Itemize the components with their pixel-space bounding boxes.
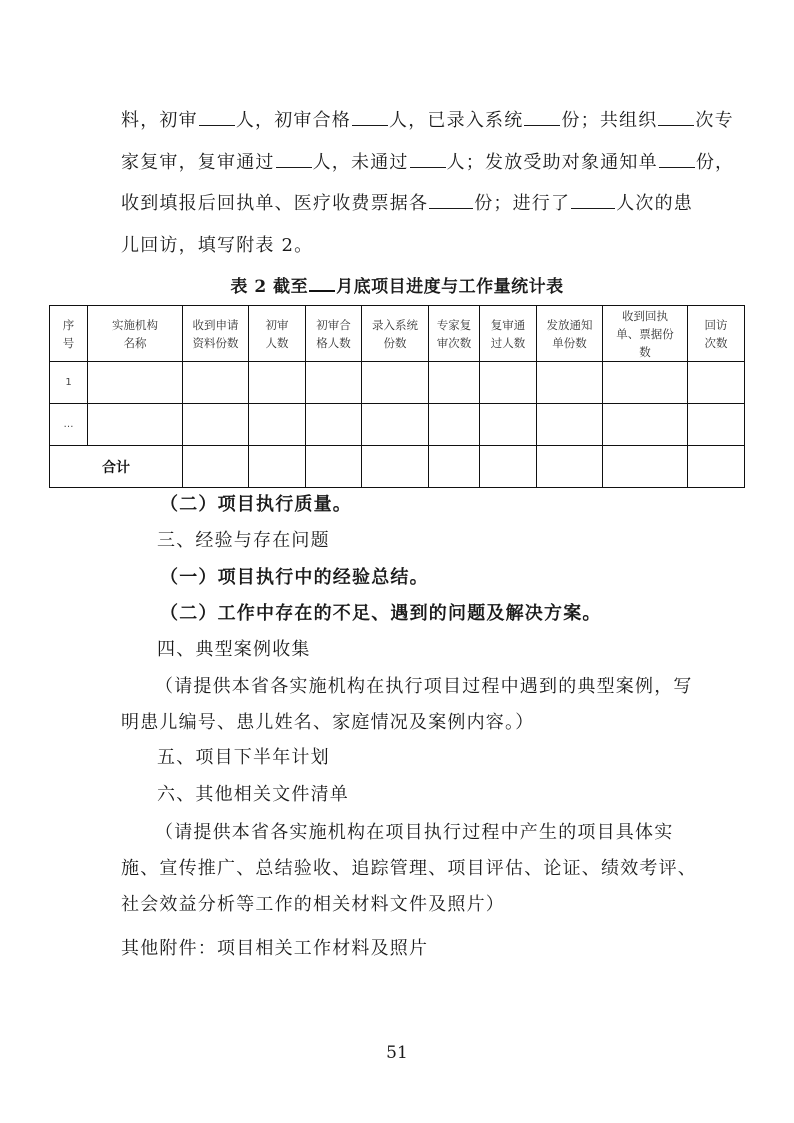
table-cell[interactable]: [480, 404, 537, 446]
total-cell[interactable]: [429, 446, 480, 488]
table-cell[interactable]: [603, 404, 688, 446]
text: 人次的患: [616, 193, 694, 214]
table-title-suffix: 月底项目进度与工作量统计表: [336, 277, 564, 297]
column-header-line: 回访: [704, 317, 728, 332]
column-header-line: 录入系统: [372, 317, 418, 332]
total-cell[interactable]: [688, 446, 745, 488]
total-label: 合计: [50, 446, 183, 488]
column-header-line: 实施机构: [112, 317, 158, 332]
total-cell[interactable]: [603, 446, 688, 488]
section-4-note-line-1: （请提供本省各实施机构在执行项目过程中遇到的典型案例，写: [155, 676, 693, 697]
paragraph-line-3: [121, 189, 693, 215]
progress-workload-table: [49, 305, 745, 488]
column-header-line: 次数: [704, 335, 728, 350]
section-3-2: （二）工作中存在的不足、遇到的问题及解决方案。: [160, 603, 602, 624]
fill-blank[interactable]: [352, 109, 388, 126]
section-3-1: （一）项目执行中的经验总结。: [160, 567, 429, 588]
section-heading-6: 六、其他相关文件清单: [157, 784, 349, 805]
table-row: [50, 404, 745, 446]
table-cell[interactable]: [306, 404, 362, 446]
column-header-line: 数: [639, 344, 651, 359]
fill-blank[interactable]: [410, 151, 446, 168]
total-cell[interactable]: [249, 446, 306, 488]
table-cell[interactable]: [429, 362, 480, 404]
fill-blank[interactable]: [199, 109, 235, 126]
column-header-line: 初审: [265, 317, 289, 332]
column-header-line: 复审通: [490, 317, 526, 332]
column-header: [603, 306, 688, 362]
column-header-line: 号: [62, 335, 75, 350]
month-blank[interactable]: [309, 276, 335, 292]
column-header: [183, 306, 249, 362]
section-6-note-line-2: 施、宣传推广、总结验收、追踪管理、项目评估、论证、绩效考评、: [121, 858, 697, 879]
text: 料，初审: [121, 110, 198, 131]
column-header: [362, 306, 429, 362]
table-cell[interactable]: [480, 362, 537, 404]
column-header: [249, 306, 306, 362]
other-attachments: 其他附件：项目相关工作材料及照片: [121, 938, 429, 959]
table-cell[interactable]: [306, 362, 362, 404]
fill-blank[interactable]: [658, 109, 694, 126]
column-header: [50, 306, 88, 362]
fill-blank[interactable]: [571, 192, 615, 209]
fill-blank[interactable]: [659, 151, 695, 168]
table-header-row: [50, 306, 745, 362]
section-4-note-line-2: 明患儿编号、患儿姓名、家庭情况及案例内容。）: [121, 712, 535, 733]
table-title: [0, 272, 794, 297]
text: 份；进行了: [474, 193, 571, 214]
column-header: [306, 306, 362, 362]
table-cell[interactable]: [362, 362, 429, 404]
table-cell[interactable]: [688, 362, 745, 404]
text: 次专: [695, 110, 734, 131]
text: 人，未通过: [312, 152, 409, 173]
fill-blank[interactable]: [429, 192, 473, 209]
column-header-line: 资料份数: [192, 335, 239, 350]
column-header-line: 份数: [383, 335, 407, 350]
table-cell[interactable]: [88, 362, 183, 404]
column-header: [429, 306, 480, 362]
column-header-line: 发放通知: [546, 317, 593, 332]
section-heading-4: 四、典型案例收集: [157, 639, 311, 660]
total-cell[interactable]: [183, 446, 249, 488]
column-header: [88, 306, 183, 362]
table-row: [50, 362, 745, 404]
total-row: [50, 446, 745, 488]
column-header-line: 名称: [123, 335, 147, 350]
section-project-quality: （二）项目执行质量。: [160, 494, 352, 515]
column-header-line: 专家复: [436, 317, 472, 332]
text: 份，: [695, 152, 735, 173]
table-cell[interactable]: [537, 404, 603, 446]
column-header-line: 序: [62, 317, 75, 332]
row-index-cell: …: [50, 404, 88, 446]
table-cell[interactable]: [603, 362, 688, 404]
column-header: [537, 306, 603, 362]
column-header-line: 格人数: [316, 335, 351, 350]
table-cell[interactable]: [88, 404, 183, 446]
table-cell[interactable]: [429, 404, 480, 446]
column-header-line: 过人数: [490, 335, 526, 350]
table-cell[interactable]: [688, 404, 745, 446]
column-header: [480, 306, 537, 362]
text: 份；共组织: [561, 110, 658, 131]
section-heading-5: 五、项目下半年计划: [157, 747, 330, 768]
fill-blank[interactable]: [276, 151, 312, 168]
column-header-line: 初审合: [316, 317, 351, 332]
total-cell[interactable]: [537, 446, 603, 488]
paragraph-line-4: 儿回访，填写附表 2。: [121, 235, 314, 256]
column-header-line: 审次数: [436, 335, 472, 350]
column-header-line: 单、票据份: [616, 326, 674, 341]
table-cell[interactable]: [183, 404, 249, 446]
section-heading-3: 三、经验与存在问题: [157, 530, 330, 551]
column-header-line: 收到申请: [192, 317, 239, 332]
column-header-line: 单份数: [552, 335, 587, 350]
column-header-line: 人数: [265, 335, 289, 350]
table-cell[interactable]: [249, 362, 306, 404]
table-cell[interactable]: [183, 362, 249, 404]
text: 家复审，复审通过: [121, 152, 275, 173]
total-cell[interactable]: [480, 446, 537, 488]
text: 人，初审合格: [235, 110, 352, 131]
page-number: 51: [386, 1043, 408, 1063]
table-cell[interactable]: [537, 362, 603, 404]
text: 人，已录入系统: [389, 110, 524, 131]
column-header: [688, 306, 745, 362]
text: 人；发放受助对象通知单: [446, 152, 658, 173]
total-cell[interactable]: [306, 446, 362, 488]
table-title-prefix: 表 2 截至: [230, 277, 309, 297]
total-cell[interactable]: [362, 446, 429, 488]
section-6-note-line-1: （请提供本省各实施机构在项目执行过程中产生的项目具体实: [155, 822, 674, 843]
text: 收到填报后回执单、医疗收费票据各: [121, 193, 429, 214]
column-header-line: 收到回执: [622, 308, 668, 323]
paragraph-line-2: [121, 148, 734, 174]
table-cell[interactable]: [249, 404, 306, 446]
fill-blank[interactable]: [524, 109, 560, 126]
paragraph-line-1: [121, 106, 734, 132]
section-6-note-line-3: 社会效益分析等工作的相关材料文件及照片）: [121, 894, 505, 915]
table-cell[interactable]: [362, 404, 429, 446]
row-index-cell: 1: [50, 362, 88, 404]
